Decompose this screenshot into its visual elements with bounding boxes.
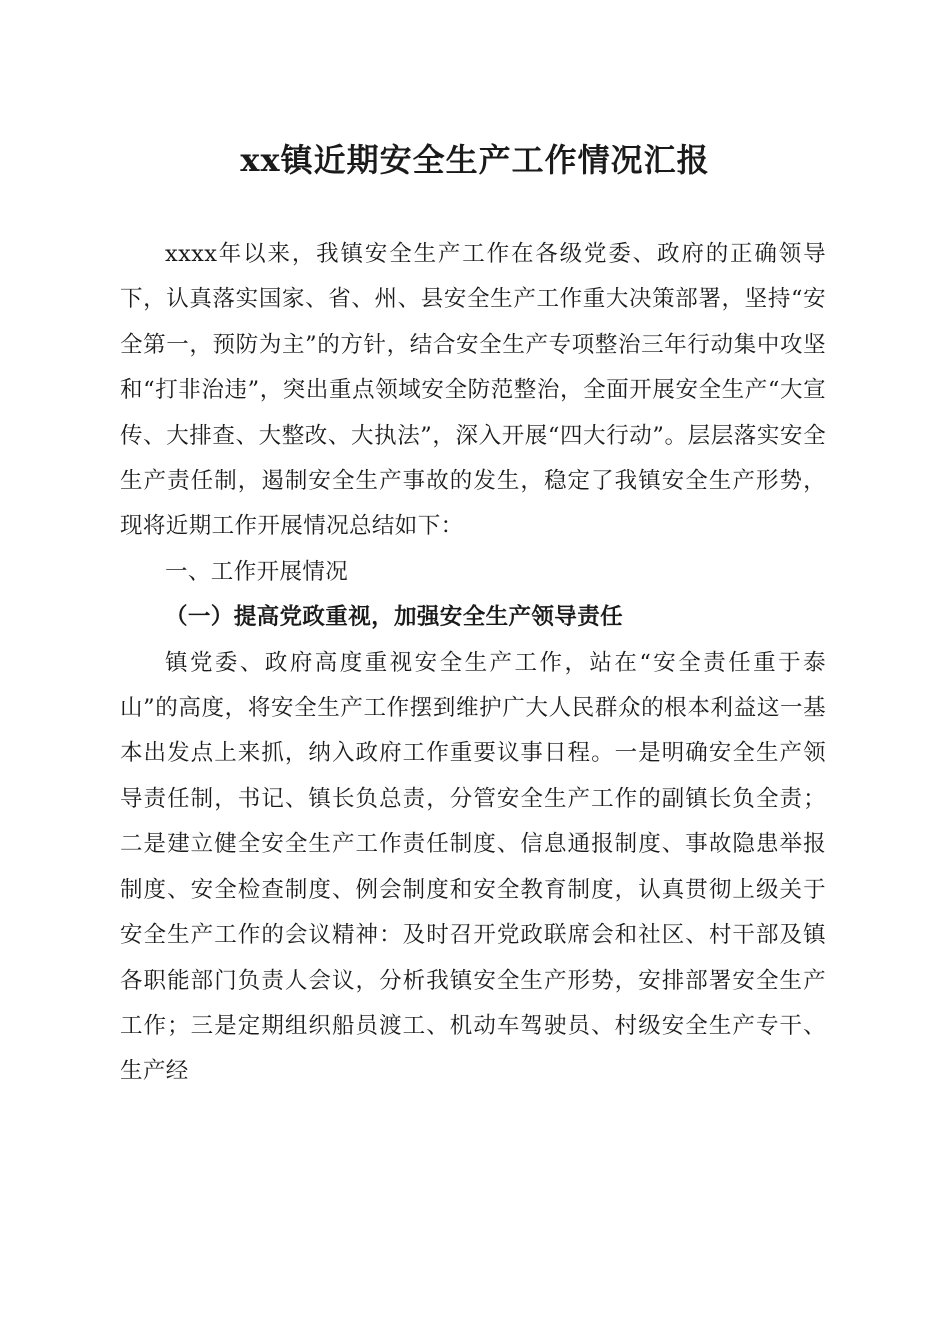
- subsection-heading: （一）提高党政重视，加强安全生产领导责任: [165, 604, 624, 631]
- document-title: xx镇近期安全生产工作情况汇报: [240, 141, 710, 179]
- section-heading: 一、工作开展情况: [165, 558, 349, 585]
- document-body: [120, 232, 826, 1095]
- intro-paragraph: xxxx年以来，我镇安全生产工作在各级党委、政府的正确领导下，认真落实国家、省、州、县安全生产工作重大决策部署，坚持“安全第一，预防为主”的方针，结合安全生产专项整治三年行动集中攻坚和“打非治违”，突出重点领域安全防范整治，全面开展安全生产“大宣传、大排查、大整改、大执法”，深入开展“四大行动”。层层落实安全生产责任制，遏制安全生产事故的发生，稳定了我镇安全生产形势，现将近期工作开展情况总结如下：: [120, 241, 826, 540]
- subsection-paragraph: 镇党委、政府高度重视安全生产工作，站在“安全责任重于泰山”的高度，将安全生产工作摆到维护广大人民群众的根本利益这一基本出发点上来抓，纳入政府工作重要议事日程。一是明确安全生产领导责任制，书记、镇长负总责，分管安全生产工作的副镇长负全责；二是建立健全安全生产工作责任制度、信息通报制度、事故隐患举报制度、安全检查制度、例会制度和安全教育制度，认真贯彻上级关于安全生产工作的会议精神：及时召开党政联席会和社区、村干部及镇各职能部门负责人会议，分析我镇安全生产形势，安排部署安全生产工作；三是定期组织船员渡工、机动车驾驶员、村级安全生产专干、生产经: [120, 649, 826, 1085]
